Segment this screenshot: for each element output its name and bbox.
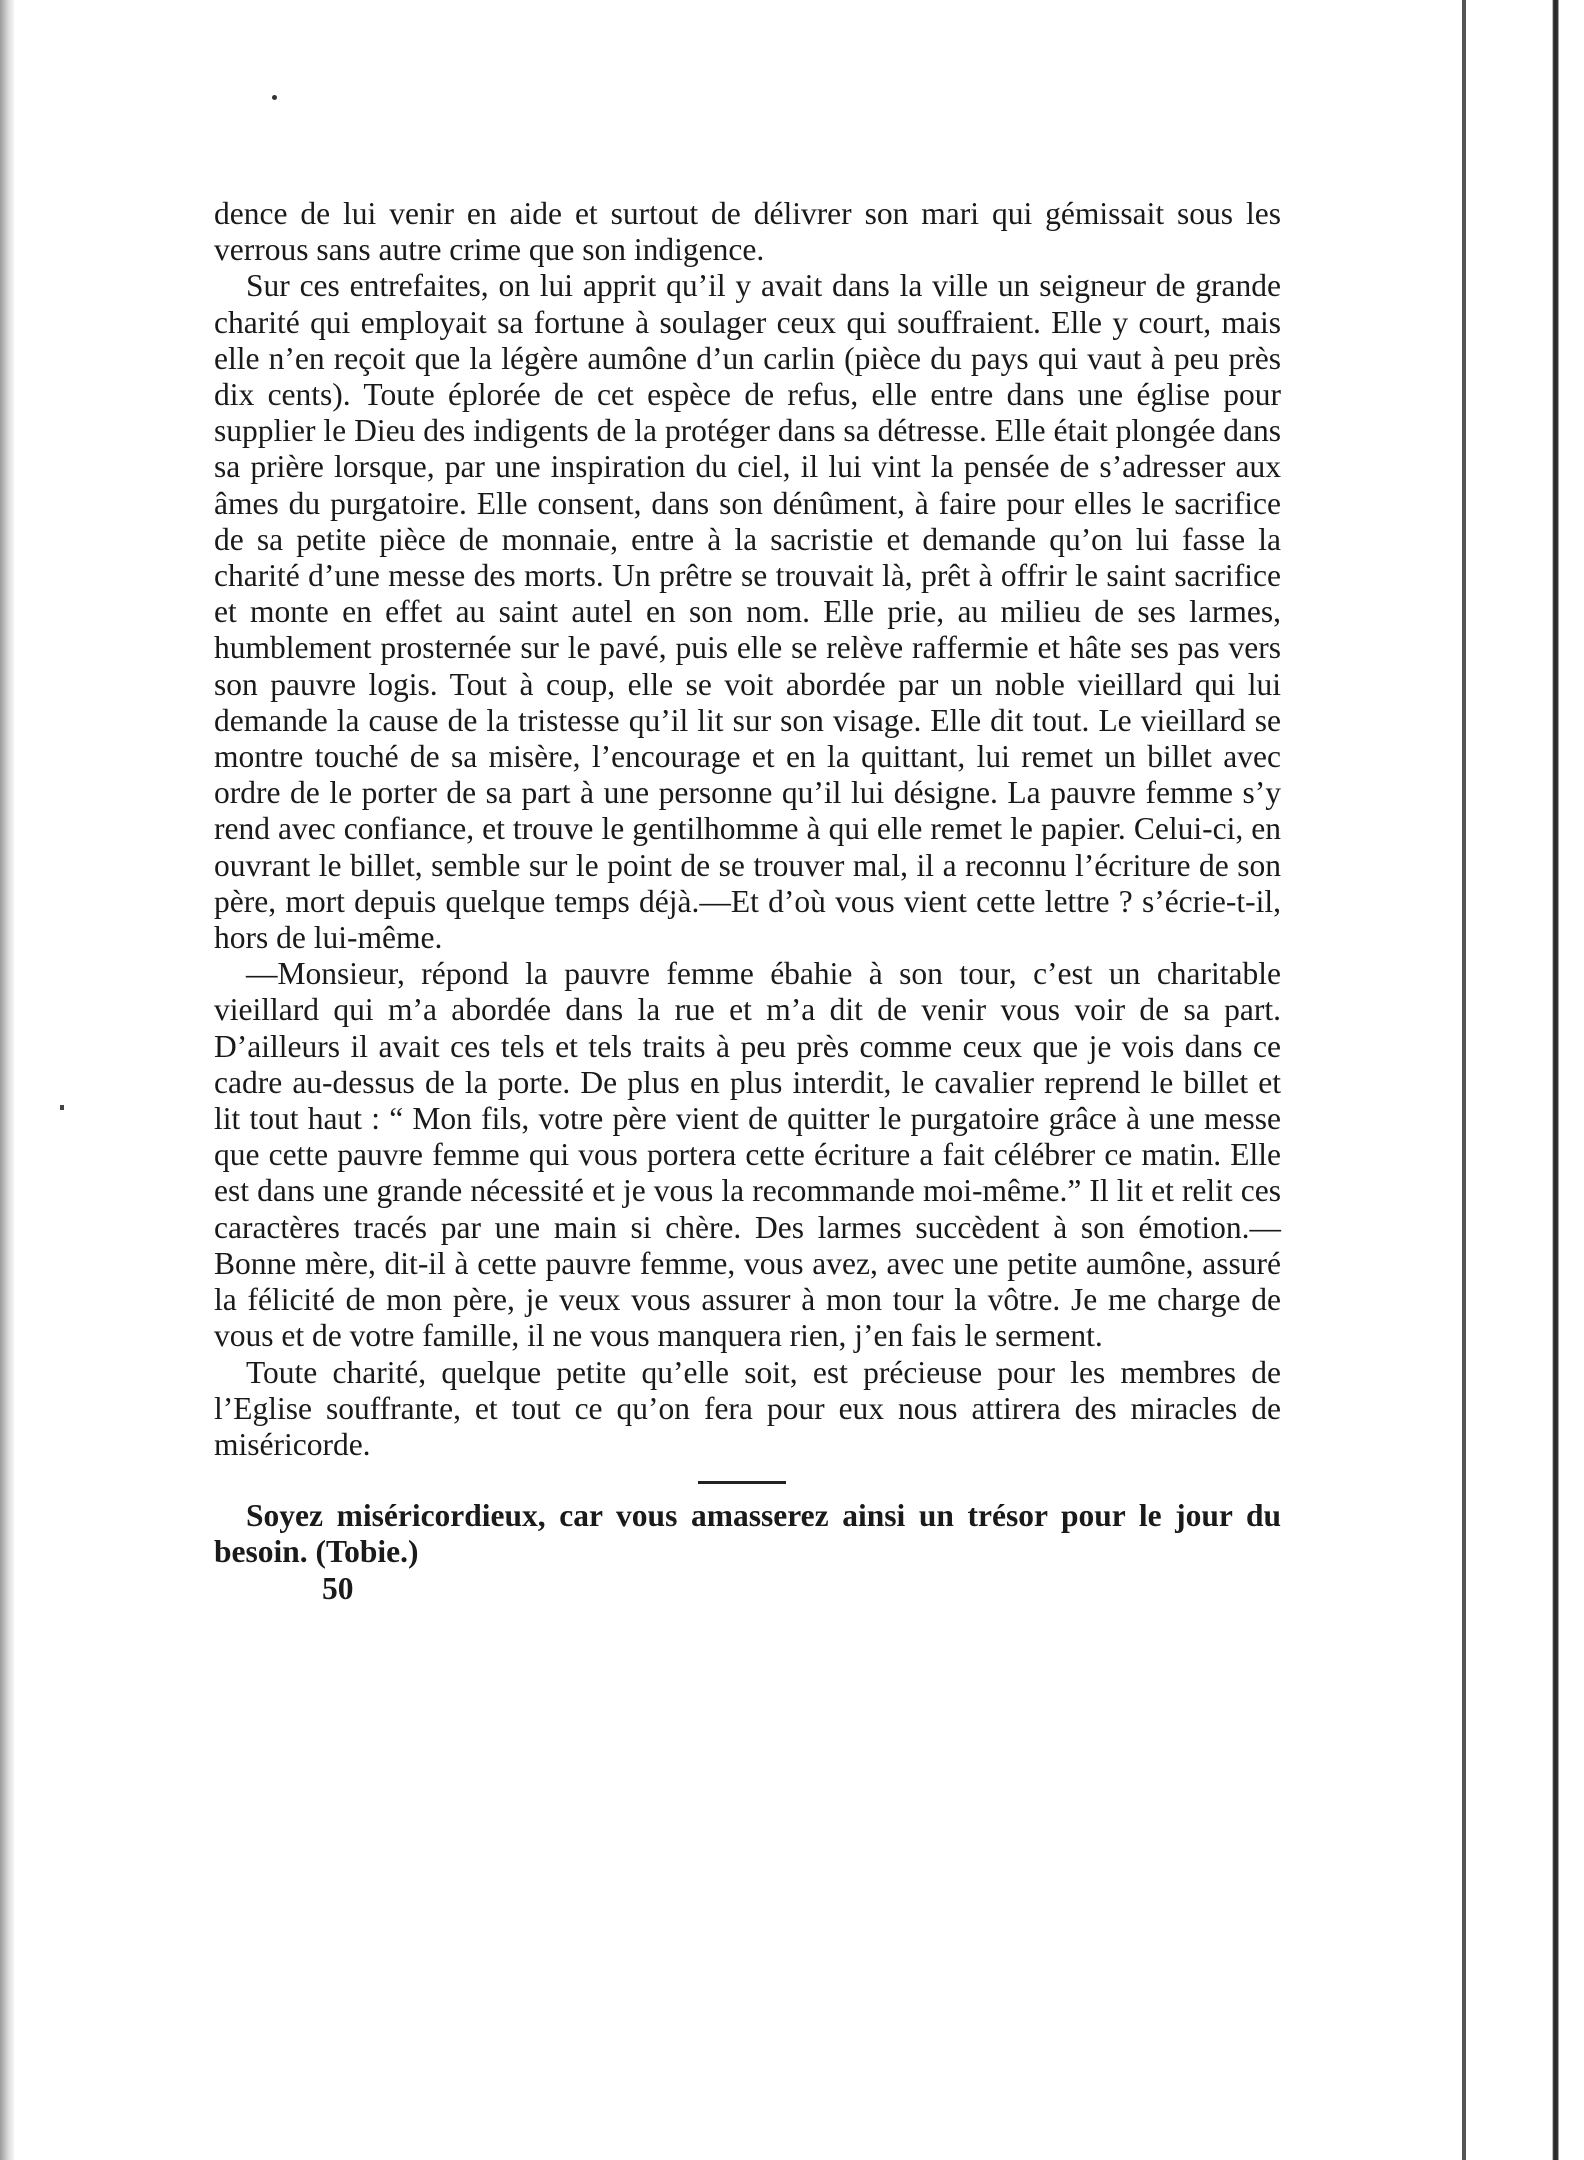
page-edge-line <box>1462 0 1466 2160</box>
page-text <box>214 196 1281 1607</box>
book-gutter-left <box>0 0 14 2160</box>
print-speck-margin <box>60 1105 64 1110</box>
page-number: 50 <box>322 1570 354 1606</box>
paragraph-dialogue: —Monsieur, répond la pauvre femme ébahie à son tour, c’est un charitable vieillard qui m’a abordée dans la rue et m’a dit de venir vous voir de sa part. D’ailleurs il avait ces tels et tels traits à peu près comme ceux que je vois dans ce cadre au-dessus de la porte. De plus en plus interdit, le cavalier reprend le billet et lit tout haut : “ Mon fils, votre père vient de quitter le purgatoire grâce à une messe que cette pauvre femme qui vous portera cette écriture a fait célébrer ce matin. Elle est dans une grande nécessité et je vous la recommande moi-même.” Il lit et relit ces caractères tracés par une main si chère. Des larmes succèdent à son émotion.—Bonne mère, dit-il à cette pauvre femme, vous avez, avec une petite aumône, assuré la félicité de mon père, je veux vous assurer à mon tour la vôtre. Je me charge de vous et de votre famille, il ne vous manquera rien, j’en fais le serment. <box>214 956 1281 1354</box>
section-separator <box>698 1481 786 1484</box>
paragraph-continuation: dence de lui venir en aide et surtout de délivrer son mari qui gémissait sous les verrous sans autre crime que son indigence. <box>214 196 1281 268</box>
book-edge-right <box>1544 0 1584 2160</box>
bible-quote: Soyez miséricordieux, car vous amasserez ainsi un trésor pour le jour du besoin. (Tobie.) <box>214 1498 1281 1570</box>
print-speck <box>272 95 277 100</box>
paragraph-moral: Toute charité, quelque petite qu’elle soit, est précieuse pour les membres de l’Eglise souffrante, et tout ce qu’on fera pour eux nous attirera des miracles de miséricorde. <box>214 1354 1281 1462</box>
paragraph-story: Sur ces entrefaites, on lui apprit qu’il y avait dans la ville un seigneur de grande charité qui employait sa fortune à soulager ceux qui souffraient. Elle y court, mais elle n’en reçoit que la légère aumône d’un carlin (pièce du pays qui vaut à peu près dix cents). Toute éplorée de cet espèce de refus, elle entre dans une église pour supplier le Dieu des indigents de la protéger dans sa détresse. Elle était plongée dans sa prière lorsque, par une inspiration du ciel, il lui vint la pensée de s’adresser aux âmes du purgatoire. Elle consent, dans son dénûment, à faire pour elles le sacrifice de sa petite pièce de monnaie, entre à la sacristie et demande qu’on lui fasse la charité d’une messe des morts. Un prêtre se trouvait là, prêt à offrir le saint sacrifice et monte en effet au saint autel en son nom. Elle prie, au milieu de ses larmes, humblement prosternée sur le pavé, puis elle se relève raffermie et hâte ses pas vers son pauvre logis. Tout à coup, elle se voit abordée par un noble vieillard qui lui demande la cause de la tristesse qu’il lit sur son visage. Elle dit tout. Le vieillard se montre touché de sa misère, l’encourage et en la quittant, lui remet un billet avec ordre de le porter de sa part à une personne qu’il lui désigne. La pauvre femme s’y rend avec confiance, et trouve le gentilhomme à qui elle remet le papier. Celui-ci, en ouvrant le billet, semble sur le point de se trouver mal, il a reconnu l’écriture de son père, mort depuis quelque temps déjà.—Et d’où vous vient cette lettre ? s’écrie-t-il, hors de lui-même. <box>214 268 1281 956</box>
